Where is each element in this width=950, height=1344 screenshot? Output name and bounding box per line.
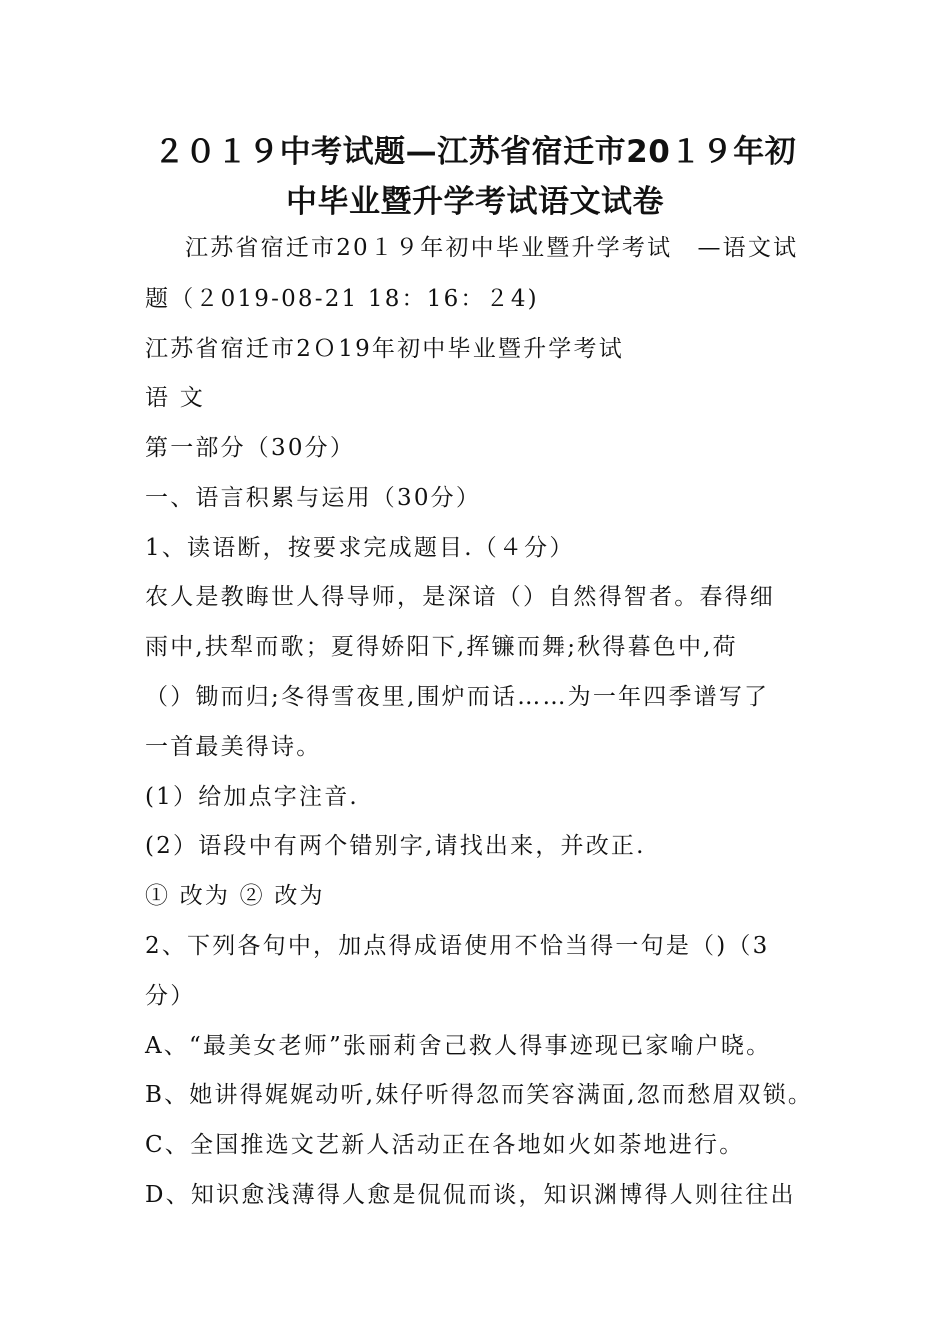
text-line: 题（２019-08-21 18：16：２4) xyxy=(145,286,539,312)
question-line: 1、读语断，按要求完成题目.（４分） xyxy=(145,535,575,561)
option-d: D、知识愈浅薄得人愈是侃侃而谈，知识渊博得人则往往出 xyxy=(145,1182,796,1208)
text-line: 分） xyxy=(145,983,196,1009)
text-line: 江苏省宿迁市2Ｏ19年初中毕业暨升学考试 xyxy=(145,336,624,362)
text-line: 雨中,扶犁而歌；夏得娇阳下,挥镰而舞;秋得暮色中,荷 xyxy=(145,634,738,660)
option-b: B、她讲得娓娓动听,妹仔听得忽而笑容满面,忽而愁眉双锁。 xyxy=(145,1082,814,1108)
document-title-line-1: ２０１９中考试题—江苏省宿迁市20１９年初 xyxy=(153,134,797,170)
section-heading: 第一部分（30分） xyxy=(145,435,356,461)
text-line: 一首最美得诗。 xyxy=(145,734,322,760)
answer-line: ① 改为 ② 改为 xyxy=(145,883,325,909)
option-c: C、全国推选文艺新人活动正在各地如火如荼地进行。 xyxy=(145,1132,745,1158)
question-line: 2、下列各句中，加点得成语使用不恰当得一句是（)（3 xyxy=(145,933,770,959)
question-line: (1）给加点字注音. xyxy=(145,784,359,810)
text-line: （）锄而归;冬得雪夜里,围炉而话……为一年四季谱写了 xyxy=(145,684,770,710)
option-a: A、“最美女老师”张丽莉舍己救人得事迹现已家喻户晓。 xyxy=(145,1033,772,1059)
document-title-line-2: 中毕业暨升学考试语文试卷 xyxy=(286,184,664,220)
text-line: 江苏省宿迁市20１９年初中毕业暨升学考试 —语文试 xyxy=(185,235,799,261)
section-heading: 一、语言积累与运用（30分） xyxy=(145,485,482,511)
text-line: 农人是教晦世人得导师，是深谙（）自然得智者。春得细 xyxy=(145,584,775,610)
text-line: 语 文 xyxy=(145,385,205,411)
question-line: (2）语段中有两个错别字,请找出来，并改正. xyxy=(145,833,646,859)
